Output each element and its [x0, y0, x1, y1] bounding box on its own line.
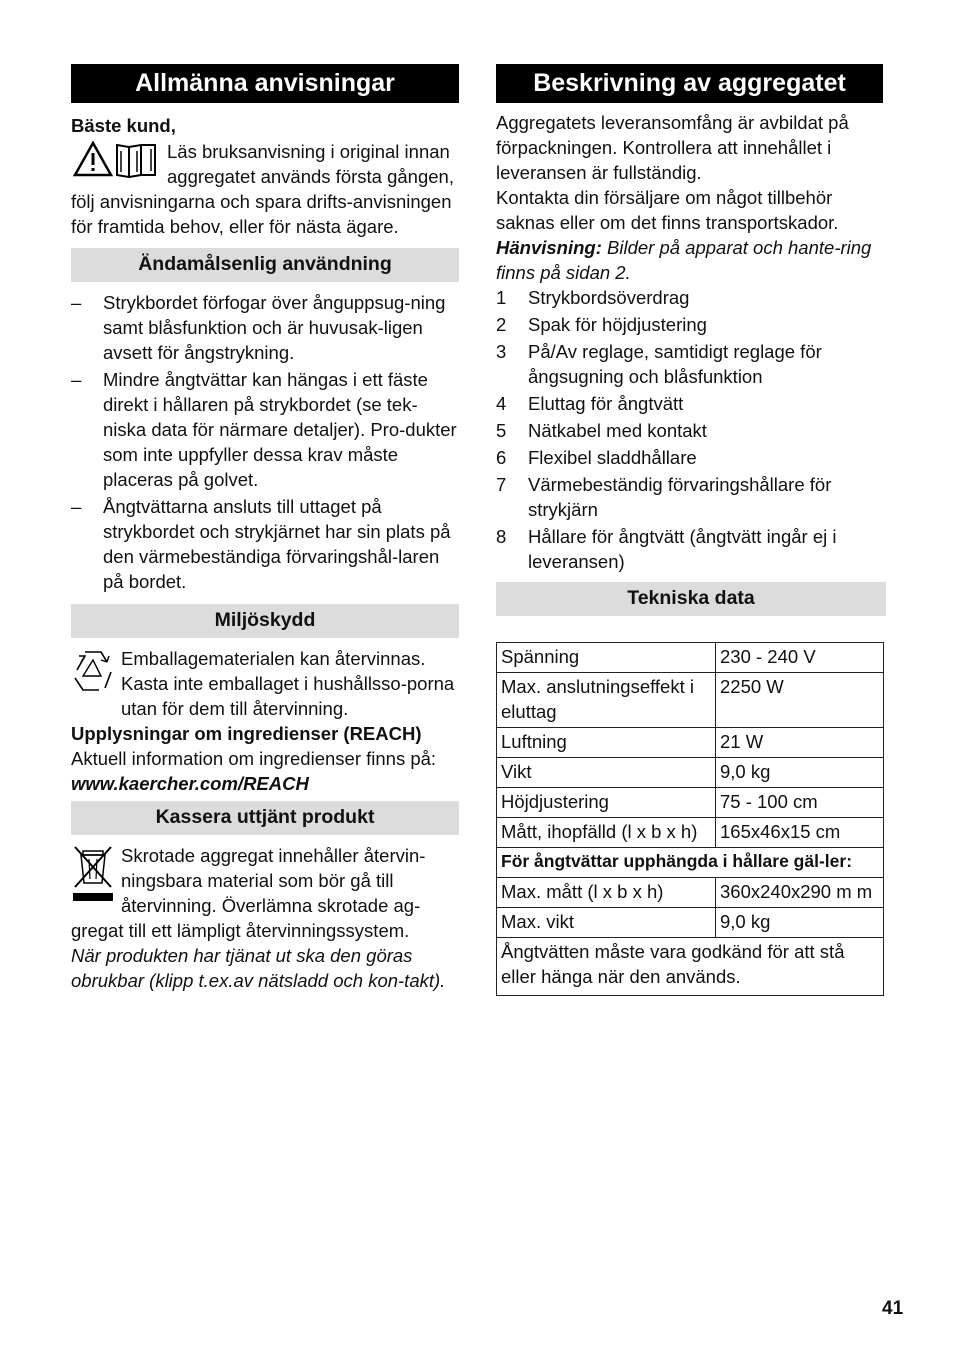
disposal-paragraph: Skrotade aggregat innehåller återvin-ningsbara material som bör gå till återvinning. Överlämna skrotade ag-gregat till ett lämpligt återvinningssystem.: [71, 845, 426, 941]
recycling-icon: [71, 648, 115, 700]
usage-list: [71, 290, 459, 594]
intro-paragraph: Läs bruksanvisning i original innan aggregatet används första gången, följ anvisningarna och spara drifts-anvisningen för framtida behov, eller för nästa ägare.: [71, 141, 454, 237]
greeting: Bäste kund,: [71, 115, 176, 136]
description-intro-2: Kontakta din försäljare om något tillbehör saknas eller om det finns transportskador.: [496, 187, 839, 233]
table-row: Max. vikt 9,0 kg: [497, 908, 884, 938]
section-heading-disposal: Kassera uttjänt produkt: [71, 801, 459, 835]
tech-data-table: [496, 642, 884, 996]
list-item: 6 Flexibel sladdhållare: [496, 447, 697, 468]
list-item: 2 Spak för höjdjustering: [496, 314, 707, 335]
list-item: – Ångtvättarna ansluts till uttaget på strykbordet och strykjärnet har sin plats på den värmebeständiga förvaringshål-laren på bordet.: [71, 496, 451, 592]
table-subheading-row: För ångtvättar upphängda i hållare gäl-ler:: [497, 848, 884, 878]
list-item: – Strykbordet förfogar över ånguppsug-ning samt blåsfunktion och är huvusak-ligen avsett för ångstrykning.: [71, 292, 446, 363]
disposal-note: När produkten har tjänat ut ska den göras obrukbar (klipp t.ex.av nätsladd och kon-takt).: [71, 945, 446, 991]
list-item: 4 Eluttag för ångtvätt: [496, 393, 684, 414]
list-item: 1 Strykbordsöverdrag: [496, 287, 690, 308]
list-item: 7 Värmebeständig förvaringshållare för strykjärn: [496, 474, 832, 520]
description-intro-1: Aggregatets leveransomfång är avbildat på förpackningen. Kontrollera att innehållet i leveransen är fullständig.: [496, 112, 849, 183]
table-row: Mått, ihopfälld (l x b x h) 165x46x15 cm: [497, 818, 884, 848]
list-item: – Mindre ångtvättar kan hängas i ett fäste direkt i hållaren på strykbordet (se tek-niska data för närmare detaljer). Pro-dukter som inte uppfyller dessa krav måste placeras på golvet.: [71, 369, 457, 490]
table-row: Luftning 21 W: [497, 728, 884, 758]
warning-manual-icon: [71, 139, 161, 185]
table-row: Spänning 230 - 240 V: [497, 643, 884, 673]
table-footer-row: Ångtvätten måste vara godkänd för att stå eller hänga när den används.: [497, 938, 884, 996]
list-item: 8 Hållare för ångtvätt (ångtvätt ingår ej i leveransen): [496, 526, 837, 572]
section-heading-environment: Miljöskydd: [71, 604, 459, 638]
parts-list: [496, 285, 886, 574]
table-row: Max. mått (l x b x h) 360x240x290 m m: [497, 878, 884, 908]
table-row: Max. anslutningseffekt i eluttag 2250 W: [497, 673, 884, 728]
page-number: 41: [882, 1298, 904, 1319]
section-heading-tech: Tekniska data: [496, 582, 886, 616]
right-column: [496, 64, 886, 996]
left-column: [71, 64, 459, 993]
list-item: 5 Nätkabel med kontakt: [496, 420, 707, 441]
table-row: Vikt 9,0 kg: [497, 758, 884, 788]
reach-url: www.kaercher.com/REACH: [71, 773, 309, 794]
list-item: 3 På/Av reglage, samtidigt reglage för ångsugning och blåsfunktion: [496, 341, 822, 387]
environment-paragraph: Emballagematerialen kan återvinnas. Kasta inte emballaget i hushållsso-porna utan för dem till återvinning.: [71, 646, 459, 721]
reach-text: Aktuell information om ingredienser finns på:: [71, 748, 437, 769]
section-title-description: Beskrivning av aggregatet: [496, 64, 883, 103]
table-row: Höjdjustering 75 - 100 cm: [497, 788, 884, 818]
section-heading-usage: Ändamålsenlig användning: [71, 248, 459, 282]
description-note: Hänvisning: Bilder på apparat och hante-ring finns på sidan 2.: [496, 237, 872, 283]
reach-heading: Upplysningar om ingredienser (REACH): [71, 723, 422, 744]
section-title-general: Allmänna anvisningar: [71, 64, 459, 103]
crossed-bin-icon: [71, 843, 115, 911]
